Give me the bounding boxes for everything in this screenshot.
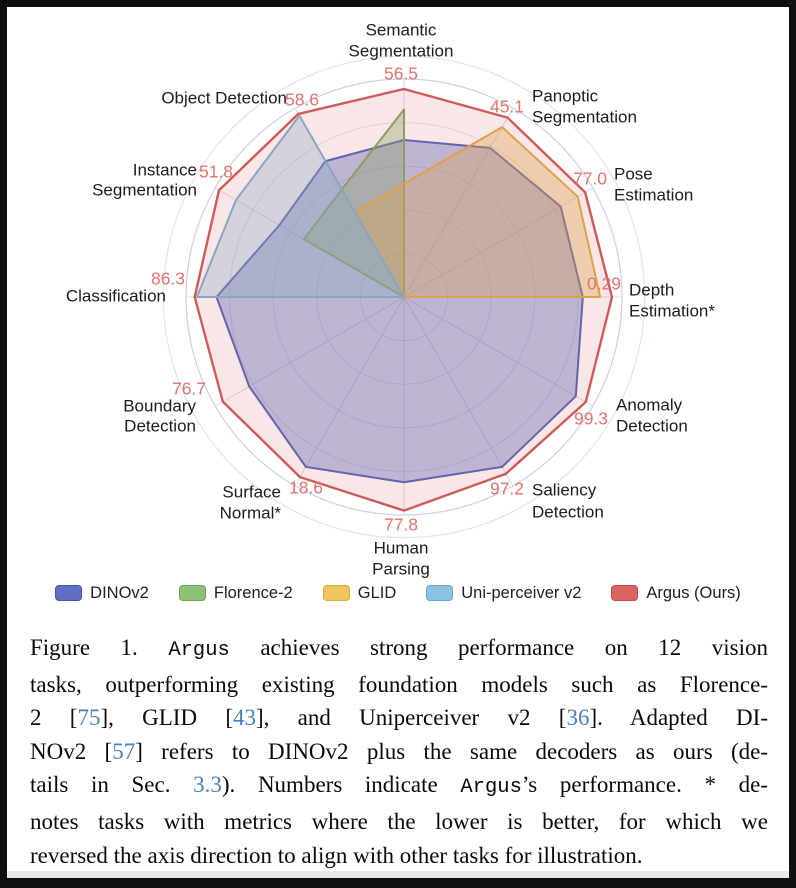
legend-swatch-uni-perceiver-v2 — [426, 585, 453, 601]
legend-item-dinov2 — [55, 584, 149, 603]
axis-label-instance-segmentation: Segmentation — [92, 180, 197, 200]
axis-label-surface-normal-: Normal* — [219, 503, 281, 523]
axis-value-panoptic-segmentation: 45.1 — [489, 96, 525, 117]
axis-value-instance-segmentation: 51.8 — [198, 161, 234, 182]
axis-value-anomaly-detection: 99.3 — [573, 408, 609, 429]
axis-label-human-parsing: Parsing — [372, 559, 430, 579]
caption-line — [30, 701, 768, 735]
legend-swatch-argus-ours — [611, 585, 638, 601]
axis-value-depth-estimation-: 0.29 — [586, 273, 622, 294]
caption-line — [30, 668, 768, 702]
legend-label-glid: GLID — [357, 583, 397, 602]
axis-label-surface-normal-: Surface — [222, 482, 281, 502]
caption-text: 2 [ — [30, 705, 78, 731]
axis-label-saliency-detection: Saliency — [532, 480, 597, 500]
axis-label-depth-estimation-: Depth — [629, 280, 675, 300]
citation-ref: 43 — [233, 705, 256, 731]
legend-swatch-glid — [323, 585, 350, 601]
axis-label-depth-estimation-: Estimation* — [629, 301, 715, 321]
legend-label-uni-perceiver-v2: Uni-perceiver v2 — [461, 583, 582, 602]
legend-swatch-florence-2 — [179, 585, 206, 601]
caption-text: notes tasks with metrics where the lower is better, for which we — [30, 808, 768, 834]
legend-label-florence-2: Florence-2 — [213, 583, 293, 602]
citation-ref: 3.3 — [193, 772, 222, 798]
axis-value-boundary-detection: 76.7 — [171, 378, 207, 399]
axis-value-semantic-segmentation: 56.5 — [383, 63, 419, 84]
axis-value-classification: 86.3 — [150, 268, 186, 289]
axis-label-anomaly-detection: Anomaly — [616, 395, 683, 415]
caption-text: ], GLID [ — [100, 705, 233, 731]
axis-label-saliency-detection: Detection — [532, 502, 604, 522]
caption-text: ] refers to DINOv2 plus the same decoders as ours (de- — [135, 738, 768, 764]
axis-label-classification: Classification — [65, 286, 166, 306]
mono-text: Argus — [460, 776, 522, 800]
axis-value-surface-normal-: 18.6 — [288, 477, 324, 498]
caption-line — [30, 839, 768, 873]
legend-item-glid — [323, 584, 397, 603]
chart-legend — [7, 581, 789, 605]
caption-line — [30, 805, 768, 839]
page-edge-strip — [7, 871, 789, 878]
citation-ref: 36 — [566, 705, 590, 731]
citation-ref: 57 — [112, 738, 136, 764]
legend-item-argus-ours — [611, 584, 740, 603]
caption-text: ). Numbers indicate — [221, 772, 461, 798]
axis-label-human-parsing: Human — [373, 538, 429, 558]
axis-label-anomaly-detection: Detection — [616, 416, 688, 436]
axis-label-semantic-segmentation: Segmentation — [348, 41, 454, 61]
series-polygon-argus-ours- — [195, 89, 612, 511]
axis-label-panoptic-segmentation: Panoptic — [532, 86, 599, 106]
axis-value-pose-estimation: 77.0 — [572, 168, 608, 189]
axis-label-pose-estimation: Estimation — [614, 185, 694, 205]
legend-label-dinov2: DINOv2 — [90, 583, 149, 602]
caption-line — [30, 631, 768, 668]
caption-text: ’s performance. * de- — [521, 772, 768, 798]
caption-text: achieves strong performance on 12 vision — [229, 635, 768, 660]
caption-text: Figure 1. — [30, 635, 169, 660]
legend-label-argus-ours: Argus (Ours) — [646, 583, 741, 602]
axis-label-pose-estimation: Pose — [614, 164, 653, 184]
caption-text: tails in Sec. — [30, 772, 194, 798]
caption-text: NOv2 [ — [30, 738, 113, 764]
caption-text: reversed the axis direction to align with other tasks for illustration. — [30, 842, 643, 868]
axis-label-object-detection: Object Detection — [161, 88, 287, 108]
axis-value-human-parsing: 77.8 — [383, 514, 419, 535]
axis-value-object-detection: 58.6 — [284, 89, 320, 110]
figure-caption — [7, 631, 789, 872]
caption-line — [30, 735, 768, 769]
caption-text: ], and Uniperceiver v2 [ — [256, 705, 567, 731]
citation-ref: 75 — [77, 705, 101, 731]
caption-line — [30, 768, 768, 805]
axis-label-semantic-segmentation: Semantic — [365, 20, 437, 40]
caption-text: tasks, outperforming existing foundation models such as Florence- — [30, 671, 768, 697]
axis-value-saliency-detection: 97.2 — [489, 478, 525, 499]
legend-item-uni-perceiver-v2 — [426, 584, 581, 603]
axis-label-boundary-detection: Boundary — [123, 396, 196, 416]
axis-label-panoptic-segmentation: Segmentation — [532, 107, 637, 127]
radar-chart — [7, 7, 789, 579]
legend-swatch-dinov2 — [55, 585, 82, 601]
axis-label-instance-segmentation: Instance — [132, 160, 197, 180]
caption-text: ]. Adapted DI- — [589, 705, 768, 731]
mono-text: Argus — [168, 639, 230, 662]
axis-label-boundary-detection: Detection — [124, 416, 196, 436]
legend-item-florence-2 — [179, 584, 293, 603]
